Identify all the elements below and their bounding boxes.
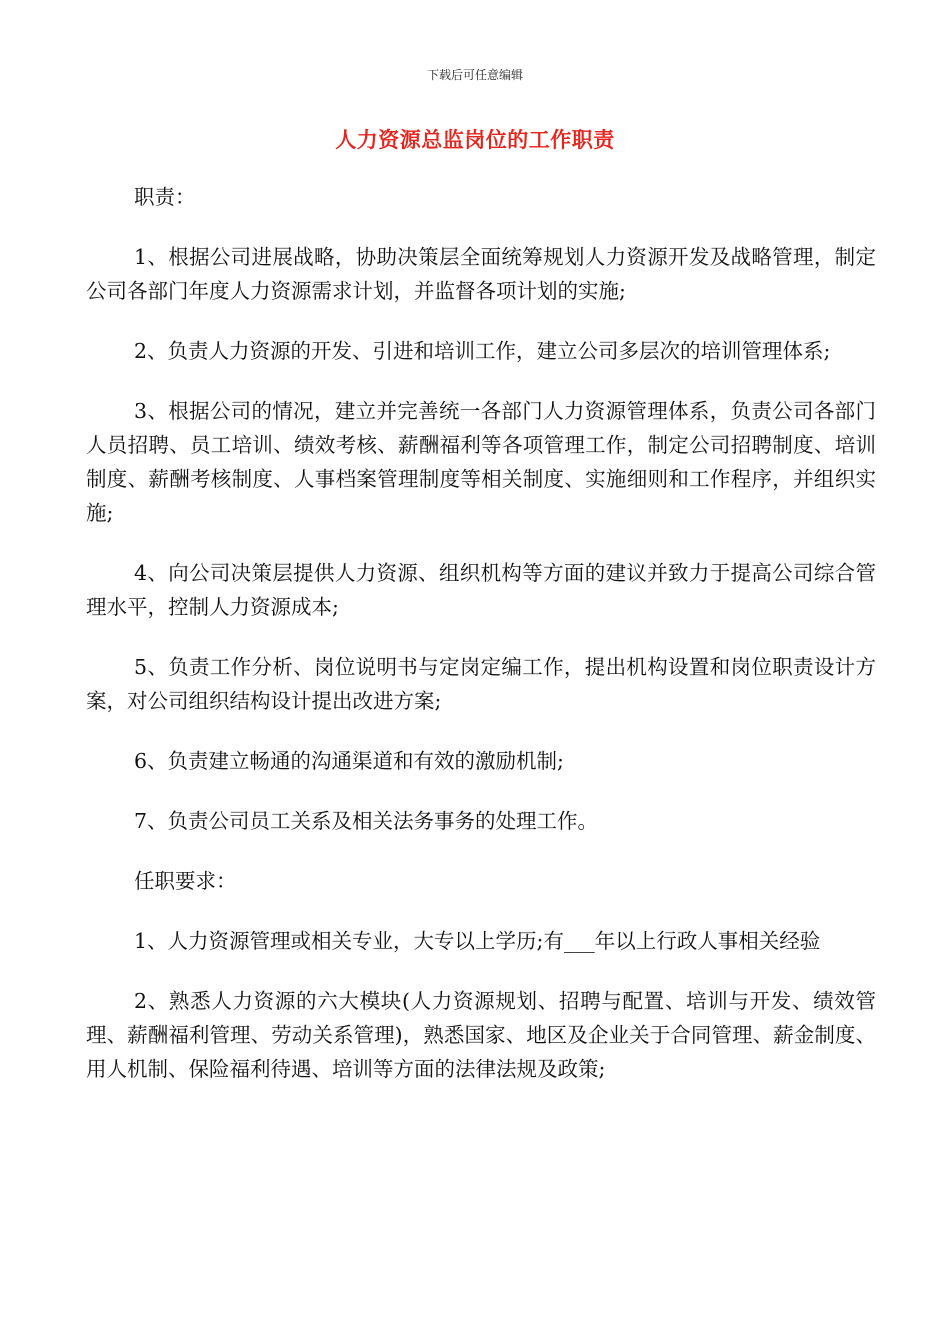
duties-heading: 职责： xyxy=(134,185,196,209)
requirements-heading: 任职要求： xyxy=(134,869,237,893)
duty-item-4: 4、向公司决策层提供人力资源、组织机构等方面的建议并致力于提高公司综合管理水平，控制人力资源成本; xyxy=(86,561,876,619)
requirement-item-2: 2、熟悉人力资源的六大模块(人力资源规划、招聘与配置、培训与开发、绩效管理、薪酬福利管理、劳动关系管理)，熟悉国家、地区及企业关于合同管理、薪金制度、用人机制、保险福利待遇、培训等方面的法律法规及政策; xyxy=(86,989,876,1081)
duty-item-7: 7、负责公司员工关系及相关法务事务的处理工作。 xyxy=(134,809,599,833)
document-title: 人力资源总监岗位的工作职责 xyxy=(335,127,615,152)
document-body xyxy=(86,180,876,1112)
duty-item-1: 1、根据公司进展战略，协助决策层全面统筹规划人力资源开发及战略管理，制定公司各部门年度人力资源需求计划，并监督各项计划的实施; xyxy=(86,245,876,303)
duty-item-6: 6、负责建立畅通的沟通渠道和有效的激励机制; xyxy=(134,749,564,773)
header-note: 下载后可任意编辑 xyxy=(426,68,523,82)
duty-item-2: 2、负责人力资源的开发、引进和培训工作，建立公司多层次的培训管理体系; xyxy=(134,339,831,363)
duty-item-5: 5、负责工作分析、岗位说明书与定岗定编工作，提出机构设置和岗位职责设计方案，对公司组织结构设计提出改进方案; xyxy=(86,655,876,713)
requirement-item-1: 1、人力资源管理或相关专业，大专以上学历;有___年以上行政人事相关经验 xyxy=(134,929,821,953)
duty-item-3: 3、根据公司的情况，建立并完善统一各部门人力资源管理体系，负责公司各部门人员招聘、员工培训、绩效考核、薪酬福利等各项管理工作，制定公司招聘制度、培训制度、薪酬考核制度、人事档案管理制度等相关制度、实施细则和工作程序，并组织实施; xyxy=(86,399,876,525)
